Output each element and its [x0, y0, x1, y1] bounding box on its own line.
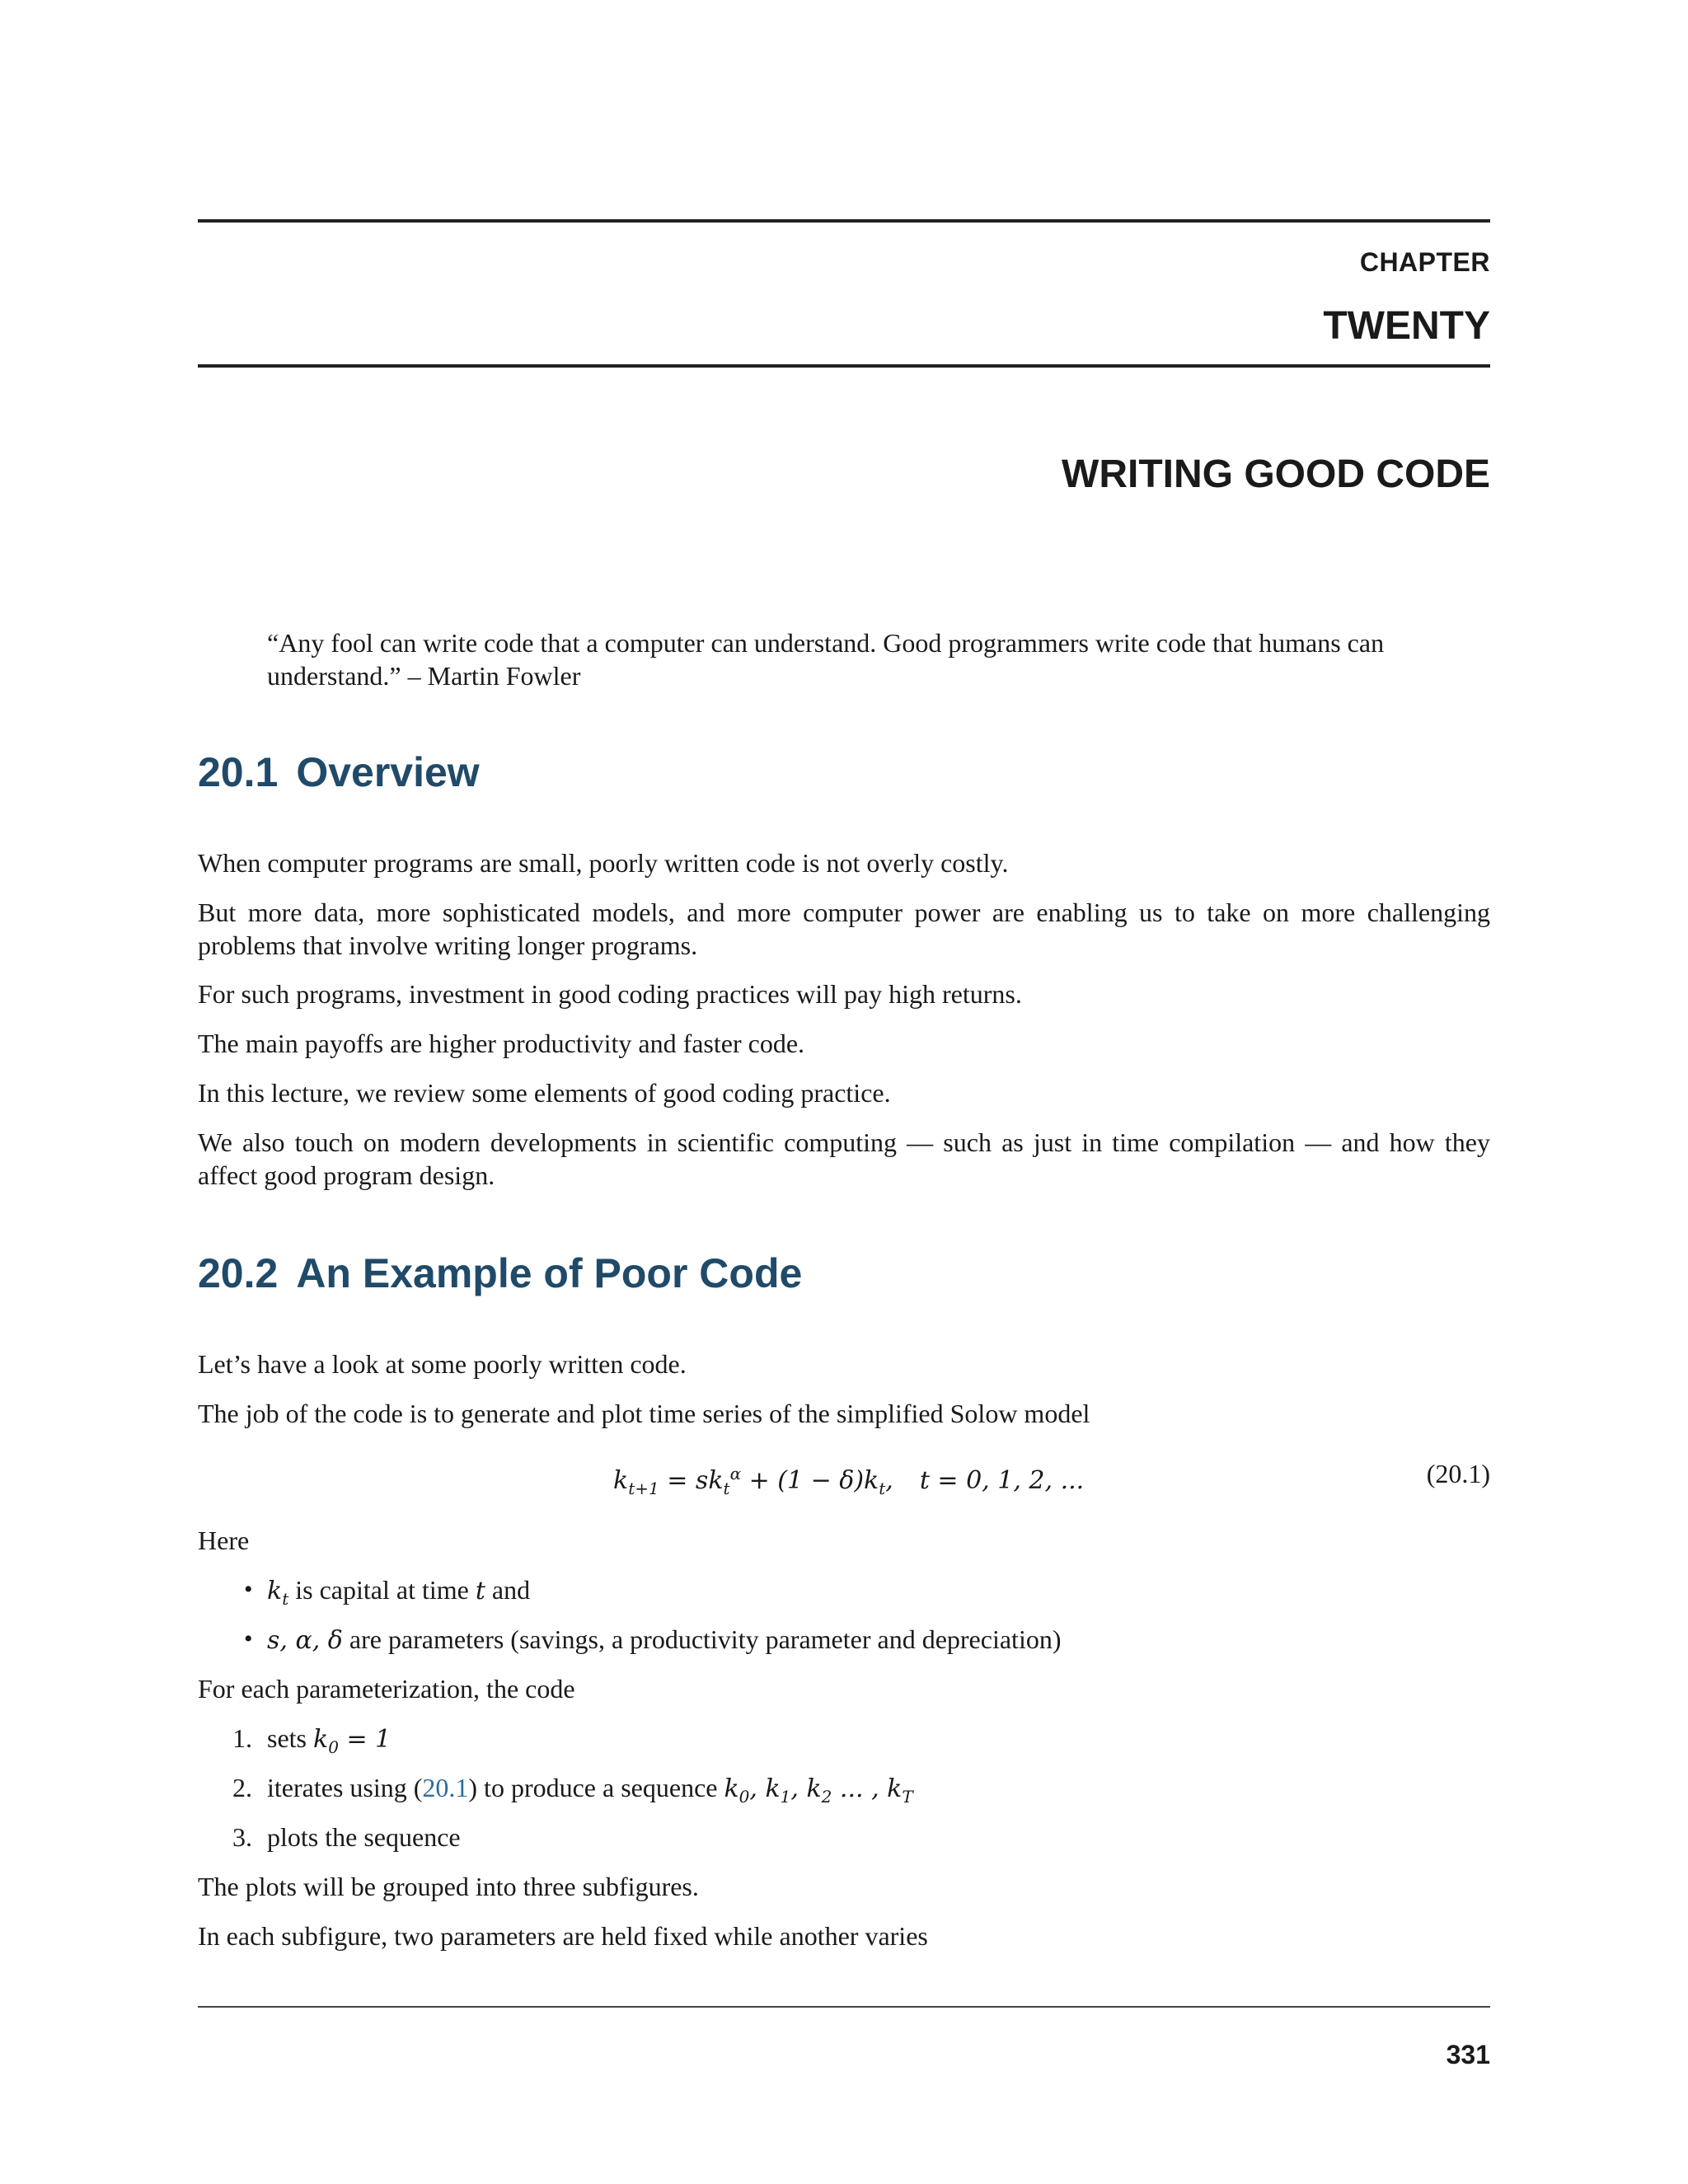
paragraph: The plots will be grouped into three subfigures. [198, 1872, 699, 1901]
paragraph: In each subfigure, two parameters are held fixed while another varies [198, 1921, 928, 1951]
bullet-icon: • [244, 1576, 253, 1603]
section-title: An Example of Poor Code [296, 1250, 803, 1296]
paragraph: But more data, more sophisticated models, and more computer power are enabling us to take on more challenging problems that involve writing longer programs. [198, 898, 1490, 960]
page-number: 331 [1446, 2040, 1490, 2069]
footer-rule [198, 2006, 1490, 2008]
paragraph: When computer programs are small, poorly written code is not overly costly. [198, 848, 1009, 878]
list-item-text: plots the sequence [267, 1822, 461, 1852]
bullet-icon: • [244, 1625, 253, 1652]
list-item-text: is capital at time [295, 1575, 469, 1605]
list-number: 3. [232, 1822, 252, 1852]
paragraph: The job of the code is to generate and plot time series of the simplified Solow model [198, 1399, 1090, 1428]
equation-label: (20.1) [1426, 1459, 1490, 1488]
list-item-text: sets [267, 1723, 307, 1753]
list-number: 1. [232, 1723, 252, 1753]
paragraph: For each parameterization, the code [198, 1674, 575, 1704]
list-item: iterates using (20.1) to produce a sequence $k_0$, $k_1$, $k_2$ ... , $k_T$ [267, 1773, 913, 1807]
paragraph: The main payoffs are higher productivity and faster code. [198, 1029, 805, 1058]
chapter-label: CHAPTER [1359, 247, 1490, 277]
chapter-title: WRITING GOOD CODE [1062, 452, 1490, 496]
chapter-bottom-rule [198, 364, 1490, 368]
paragraph: Let’s have a look at some poorly written code. [198, 1349, 687, 1379]
solow-equation: $k_{t+1} = sk_t^\alpha + (1 - \delta)k_t$, t = 0, 1, 2, ... [613, 1464, 1085, 1498]
list-item-text: and [491, 1575, 531, 1605]
chapter-top-rule [198, 219, 1490, 223]
paragraph: Here [198, 1526, 250, 1555]
list-item-text: iterates using [267, 1773, 407, 1802]
section-heading-overview [198, 748, 480, 796]
list-number: 2. [232, 1773, 252, 1802]
section-heading-poor-code [198, 1249, 802, 1297]
list-item: $k_t$ is capital at time t and [267, 1575, 531, 1609]
list-item: sets $k_0 = 1$ [267, 1723, 392, 1757]
section-number: 20.2 [198, 1250, 279, 1296]
paragraph: In this lecture, we review some elements of good coding practice. [198, 1078, 891, 1108]
paragraph: For such programs, investment in good coding practices will pay high returns. [198, 979, 1022, 1009]
epigraph-quote: “Any fool can write code that a computer can understand. Good programmers write code that humans can understand.” – Martin Fowler [267, 628, 1385, 691]
paragraph: We also touch on modern developments in scientific computing — such as just in time compilation — and how they affect good program design. [198, 1127, 1490, 1190]
list-item [267, 1821, 461, 1854]
chapter-number: TWENTY [1323, 304, 1490, 348]
section-number: 20.1 [198, 749, 279, 795]
list-item: s, α, δ are parameters (savings, a productivity parameter and depreciation) [267, 1624, 1062, 1655]
list-item-text: are parameters (savings, a productivity parameter and depreciation) [349, 1624, 1062, 1654]
equation-reference-link[interactable]: 20.1 [422, 1773, 469, 1802]
section-title: Overview [296, 749, 480, 795]
list-item-text: to produce a sequence [484, 1773, 718, 1802]
